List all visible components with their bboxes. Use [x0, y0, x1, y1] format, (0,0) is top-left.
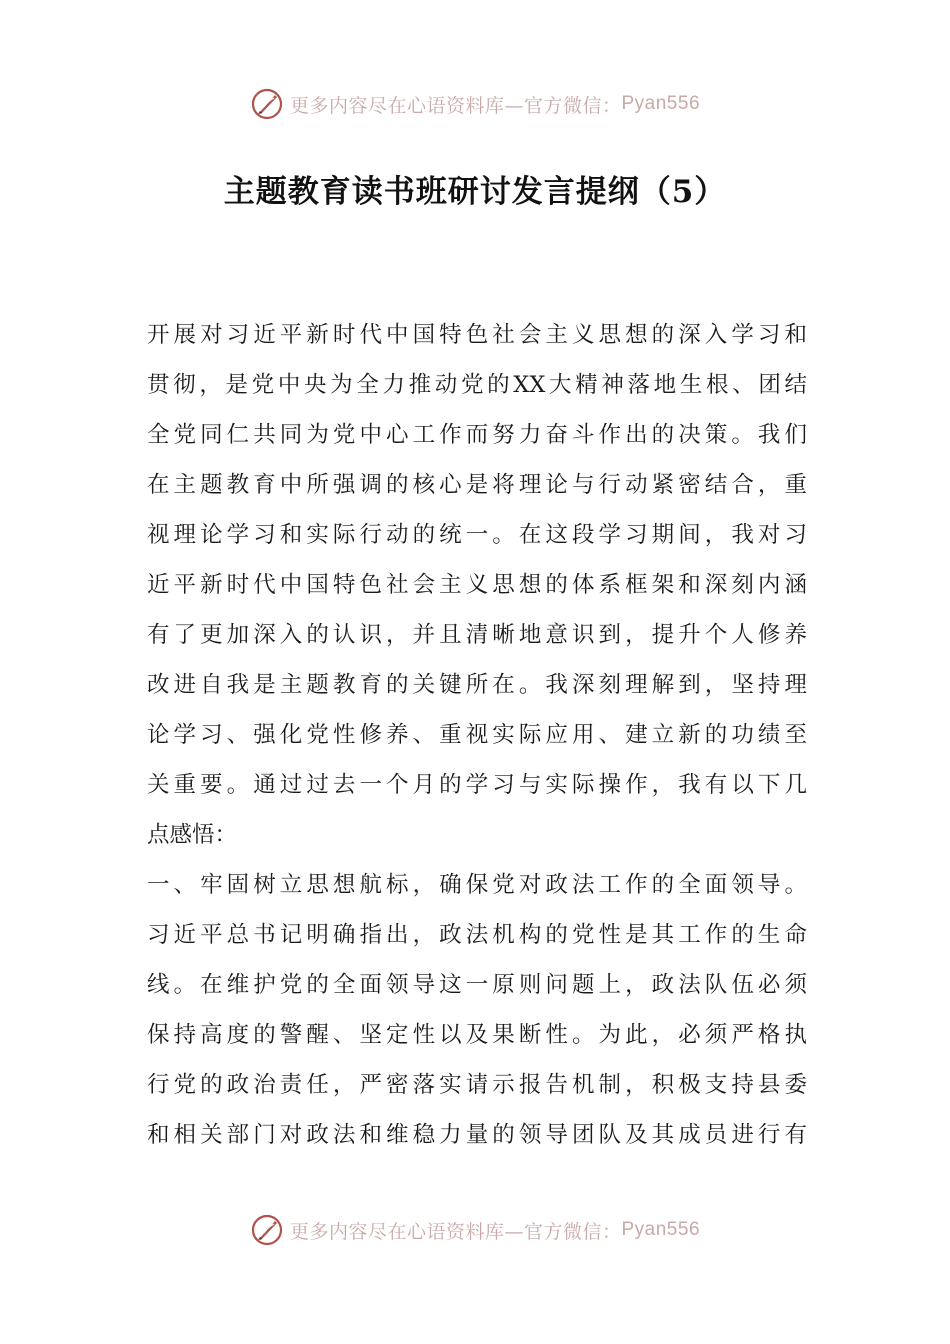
- body-line: 在主题教育中所强调的核心是将理论与行动紧密结合，重: [147, 472, 807, 498]
- body-line: 近平新时代中国特色社会主义思想的体系框架和深刻内涵: [147, 572, 807, 598]
- watermark-handle: Pyan556: [621, 93, 701, 114]
- body-line: 关重要。通过过去一个月的学习与实际操作，我有以下几: [147, 772, 807, 798]
- document-body: [147, 310, 807, 1160]
- body-line: 开展对习近平新时代中国特色社会主义思想的深入学习和: [147, 322, 807, 348]
- body-line: 有了更加深入的认识，并且清晰地意识到，提升个人修养: [147, 622, 807, 648]
- body-line: 视理论学习和实际行动的统一。在这段学习期间，我对习: [147, 522, 807, 548]
- quill-logo-icon: [250, 87, 284, 121]
- quill-logo-icon: [250, 1213, 284, 1247]
- watermark-handle: Pyan556: [621, 1219, 701, 1240]
- body-line: 行党的政治责任，严密落实请示报告机制，积极支持县委: [147, 1072, 807, 1098]
- header-watermark: [0, 82, 950, 126]
- body-line: 习近平总书记明确指出，政法机构的党性是其工作的生命: [147, 922, 807, 948]
- body-line: 保持高度的警醒、坚定性以及果断性。为此，必须严格执: [147, 1022, 807, 1048]
- document-title: 主题教育读书班研讨发言提纲（5）: [223, 174, 727, 210]
- body-line: 点感悟：: [147, 822, 238, 848]
- section-heading-line: 一、牢固树立思想航标，确保党对政法工作的全面领导。: [147, 872, 807, 898]
- body-line: 全党同仁共同为党中心工作而努力奋斗作出的决策。我们: [147, 422, 807, 448]
- body-line: 线。在维护党的全面领导这一原则问题上，政法队伍必须: [147, 972, 807, 998]
- body-line: 论学习、强化党性修养、重视实际应用、建立新的功绩至: [147, 722, 807, 748]
- footer-watermark: [0, 1208, 950, 1252]
- watermark-text: 更多内容尽在心语资料库—官方微信：: [289, 94, 622, 117]
- body-line: 改进自我是主题教育的关键所在。我深刻理解到，坚持理: [147, 672, 807, 698]
- body-line: 和相关部门对政法和维稳力量的领导团队及其成员进行有: [147, 1122, 807, 1148]
- watermark-text: 更多内容尽在心语资料库—官方微信：: [289, 1220, 622, 1243]
- body-line: 贯彻，是党中央为全力推动党的XX大精神落地生根、团结: [147, 372, 807, 398]
